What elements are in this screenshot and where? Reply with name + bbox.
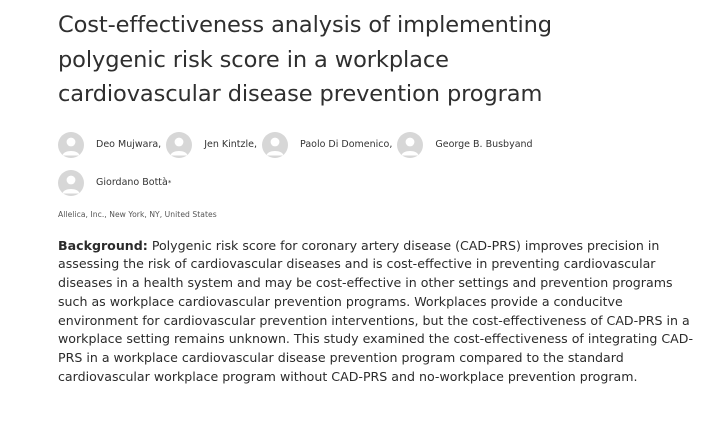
title-line-2: polygenic risk score in a workplace — [58, 46, 449, 73]
corresponding-author-marker: * — [167, 178, 172, 187]
author-item[interactable] — [58, 132, 166, 158]
author-name[interactable]: Jen Kintzle — [204, 139, 254, 150]
article-header — [58, 8, 698, 399]
author-name[interactable]: Deo Mujwara — [96, 139, 159, 150]
author-separator: and — [514, 139, 533, 150]
author-item[interactable] — [262, 132, 397, 158]
author-separator: , — [158, 139, 162, 150]
user-avatar-icon — [166, 132, 192, 158]
user-avatar-icon — [58, 132, 84, 158]
author-name[interactable]: Giordano Bottà — [96, 177, 168, 188]
abstract-text: Polygenic risk score for coronary artery disease (CAD-PRS) improves precision in assessing the risk of cardiovascular diseases and is cost-effective in preventing cardiovascular diseases in a health system and may be cost-effective in other settings and prevention programs such as workplace cardiovascular prevention programs. Workplaces provide a conducitve environment for cardiovascular prevention interventions, but the cost-effectiveness of CAD-PRS in a workplace setting remains unknown. This study examined the cost-effectiveness of integrating CAD-PRS in a workplace cardiovascular disease prevention program compared to the standard cardiovascular workplace program without CAD-PRS and no-workplace prevention program. — [58, 237, 693, 385]
author-item[interactable] — [58, 170, 171, 196]
author-list — [58, 132, 658, 196]
user-avatar-icon — [58, 170, 84, 196]
user-avatar-icon — [397, 132, 423, 158]
article-title — [58, 8, 698, 112]
author-name[interactable]: Paolo Di Domenico — [300, 139, 390, 150]
title-line-1: Cost-effectiveness analysis of implementing — [58, 12, 552, 38]
author-item[interactable] — [397, 132, 540, 158]
abstract-background — [58, 237, 698, 387]
title-line-3: cardiovascular disease prevention program — [58, 81, 543, 107]
abstract-label: Background: — [58, 237, 148, 253]
author-separator: , — [389, 139, 393, 150]
author-separator: , — [253, 139, 258, 150]
author-affiliation: Allelica, Inc., New York, NY, United States — [58, 209, 217, 219]
author-item[interactable] — [166, 132, 262, 158]
author-name[interactable]: George B. Busby — [435, 139, 515, 150]
user-avatar-icon — [262, 132, 288, 158]
